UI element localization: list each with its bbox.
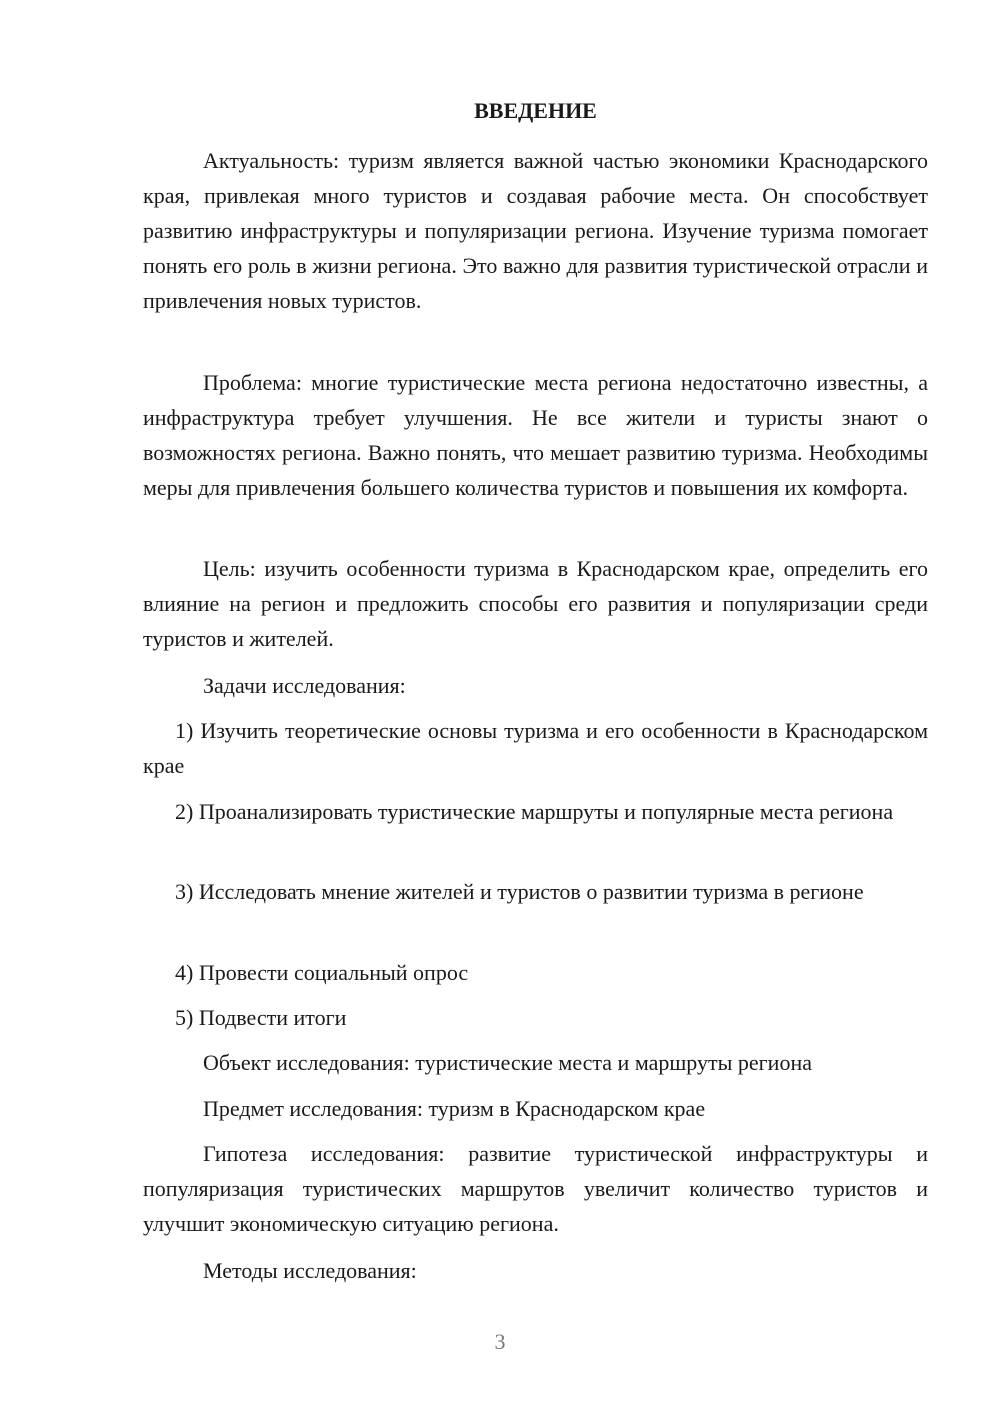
- paragraph-problem: Проблема: многие туристические места региона недостаточно известны, а инфраструктура требует улучшения. Не все жители и туристы знают о возможностях региона. Важно понять, что мешает развитию туризма. Необходимы меры для привлечения большего количества туристов и повышения их комфорта.: [143, 370, 928, 500]
- task-item-4: 4) Провести социальный опрос: [175, 960, 469, 985]
- task-item-3: 3) Исследовать мнение жителей и туристов о развитии туризма в регионе: [175, 879, 864, 904]
- section-title: ВВЕДЕНИЕ: [474, 98, 597, 123]
- paragraph-subject: Предмет исследования: туризм в Краснодарском крае: [203, 1096, 706, 1121]
- page-number: 3: [494, 1329, 506, 1354]
- task-item-2: 2) Проанализировать туристические маршруты и популярные места региона: [175, 799, 894, 824]
- paragraph-relevance: Актуальность: туризм является важной частью экономики Краснодарского края, привлекая много туристов и создавая рабочие места. Он способствует развитию инфраструктуры и популяризации региона. Изучение туризма помогает понять его роль в жизни региона. Это важно для развития туристической отрасли и привлечения новых туристов.: [143, 148, 928, 313]
- methods-heading: Методы исследования:: [203, 1258, 417, 1283]
- task-item-1: 1) Изучить теоретические основы туризма и его особенности в Краснодарском крае: [143, 718, 928, 778]
- paragraph-hypothesis: Гипотеза исследования: развитие туристической инфраструктуры и популяризация туристических маршрутов увеличит количество туристов и улучшит экономическую ситуацию региона.: [143, 1141, 928, 1236]
- task-item-5: 5) Подвести итоги: [175, 1005, 347, 1030]
- paragraph-goal: Цель: изучить особенности туризма в Краснодарском крае, определить его влияние на регион и предложить способы его развития и популяризации среди туристов и жителей.: [143, 556, 928, 651]
- paragraph-object: Объект исследования: туристические места и маршруты региона: [203, 1050, 812, 1075]
- tasks-heading: Задачи исследования:: [203, 673, 406, 698]
